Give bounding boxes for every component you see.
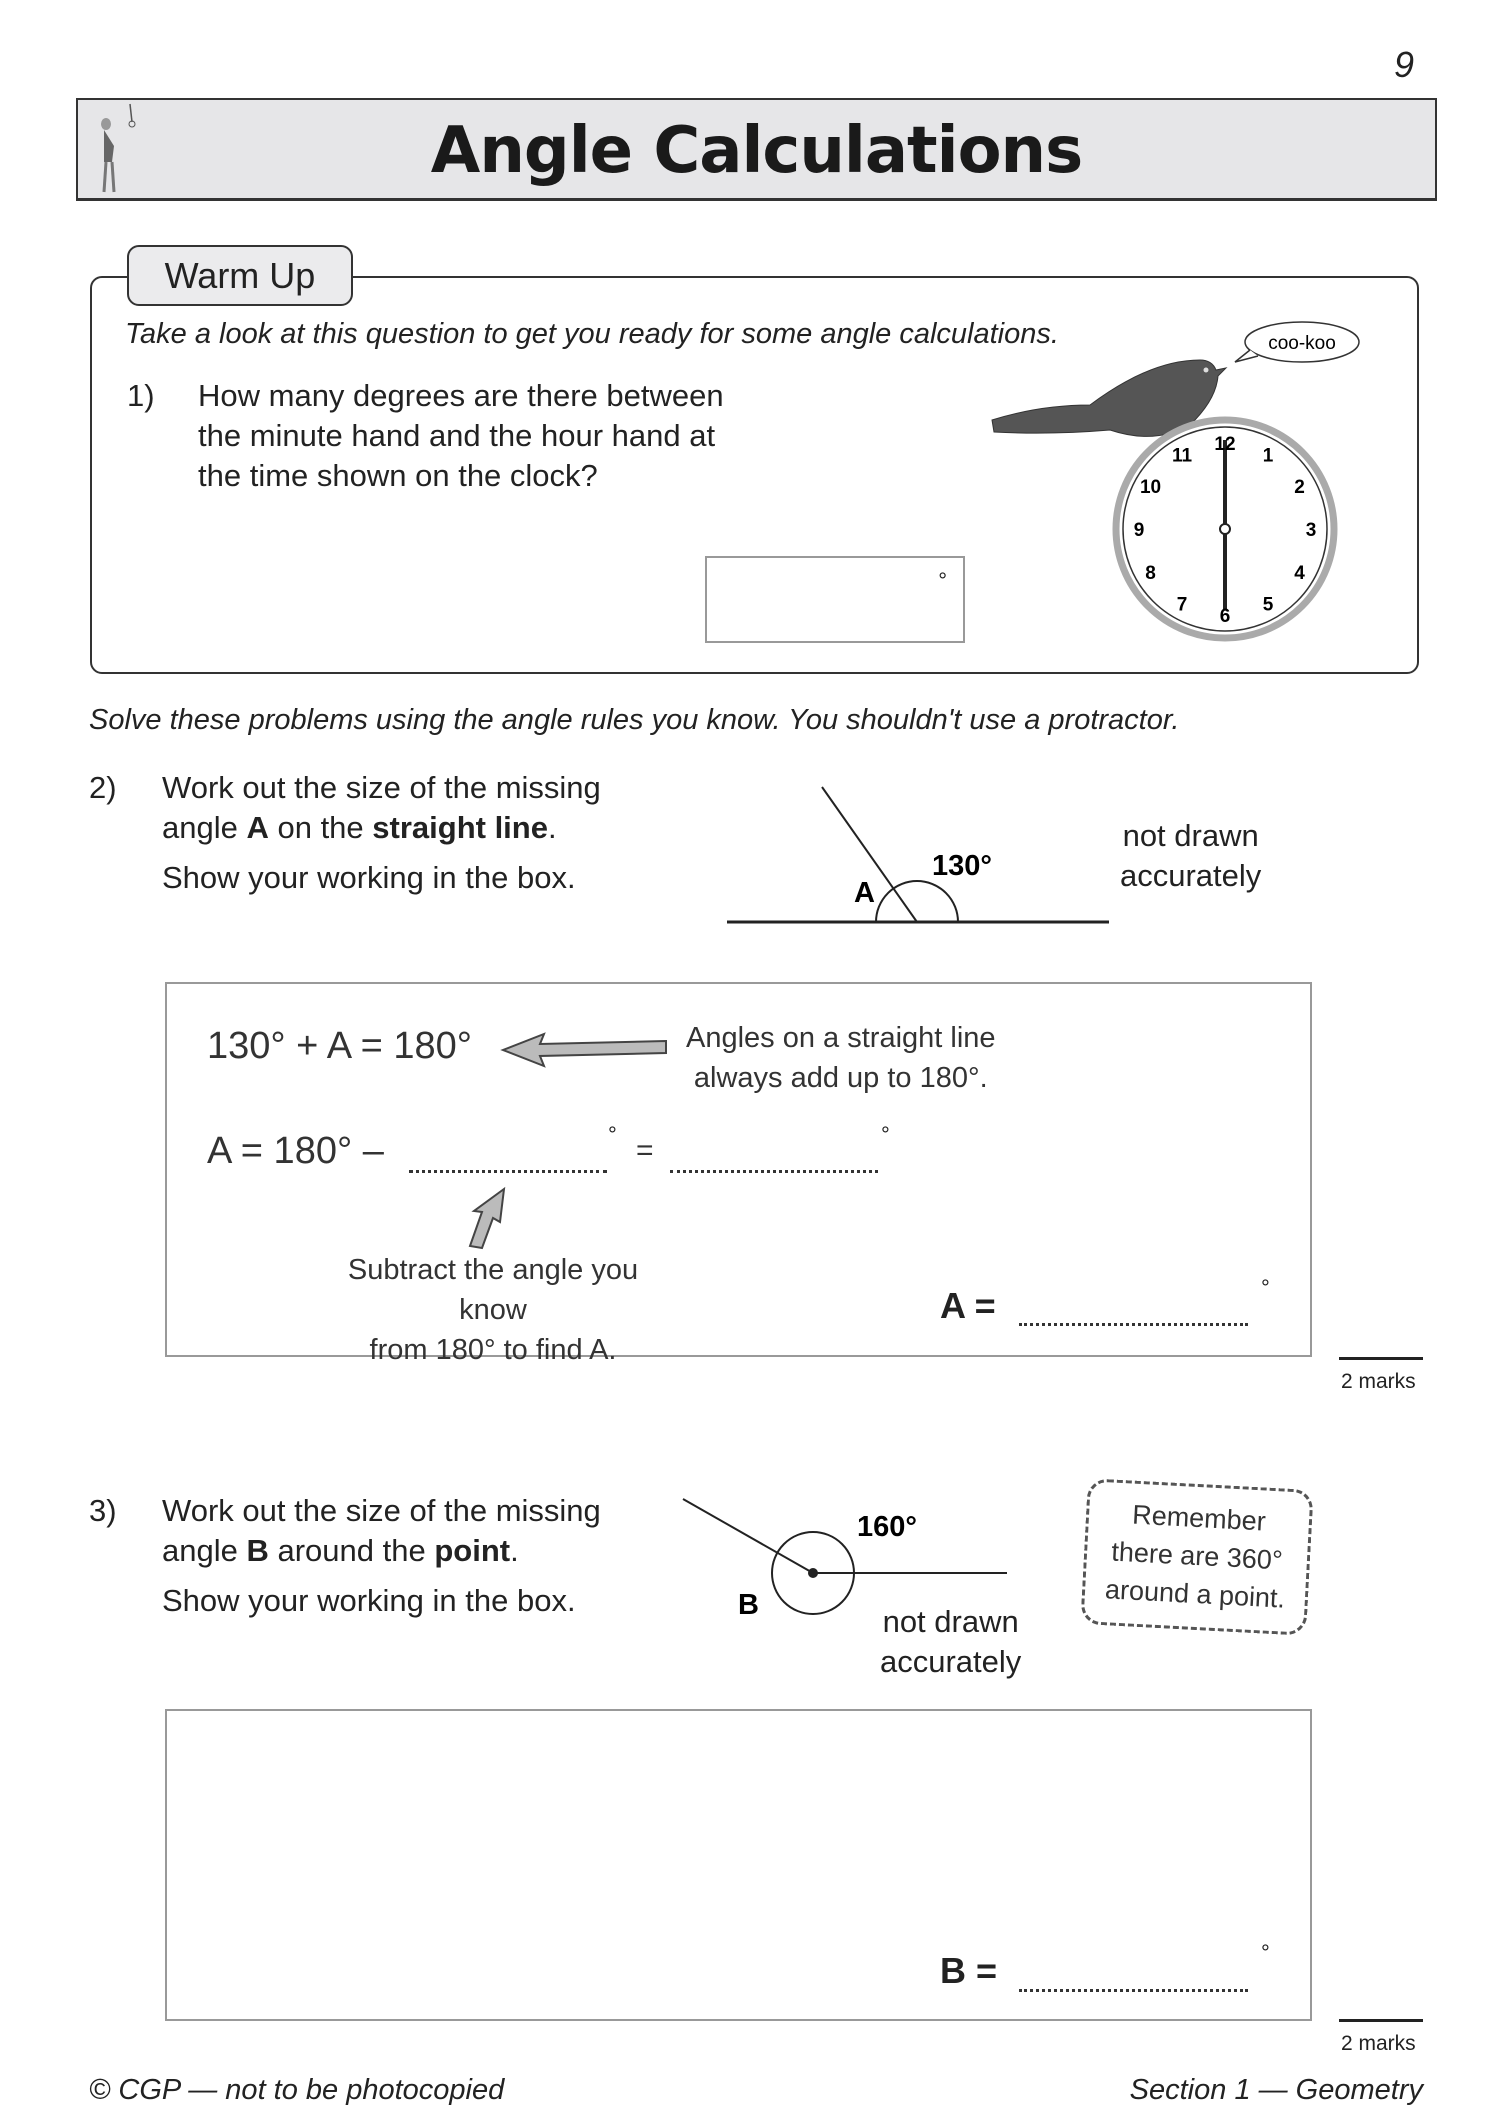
up-arrow-icon bbox=[462, 1186, 512, 1250]
q1-line: the minute hand and the hour hand at bbox=[198, 418, 716, 453]
q3-not-drawn-note: not drawn accurately bbox=[880, 1604, 1022, 1679]
degree-symbol: ° bbox=[881, 1122, 890, 1147]
degree-symbol: ° bbox=[1261, 1275, 1270, 1300]
q3-text bbox=[162, 1491, 601, 1621]
hint-subtract: Subtract the angle you know from 180° to find A. bbox=[347, 1254, 639, 1366]
reminder-note: Remember there are 360° around a point. bbox=[1080, 1478, 1313, 1636]
q3-line: Work out the size of the missing bbox=[162, 1493, 601, 1528]
q1-line: the time shown on the clock? bbox=[198, 458, 598, 493]
q2-not-drawn-note: not drawn accurately bbox=[1120, 818, 1262, 893]
answer-b-field[interactable] bbox=[1019, 1989, 1248, 1992]
clock-number: 5 bbox=[1262, 594, 1274, 616]
blank-known-angle[interactable] bbox=[409, 1170, 607, 1173]
q1-line: How many degrees are there between bbox=[198, 378, 724, 413]
hint-straight-line: Angles on a straight line always add up to 180°. bbox=[686, 1022, 996, 1094]
left-arrow-icon bbox=[500, 1030, 670, 1070]
q1-number: 1) bbox=[127, 378, 155, 413]
q3-marks: 2 marks bbox=[1341, 2032, 1416, 2055]
q2-text bbox=[162, 768, 601, 898]
q3-line: angle B around the point. bbox=[162, 1533, 519, 1568]
angle-a-label: A bbox=[854, 877, 875, 909]
footer-section: Section 1 — Geometry bbox=[1129, 2074, 1423, 2106]
q3-line: Show your working in the box. bbox=[162, 1583, 576, 1618]
clock-number: 2 bbox=[1294, 477, 1305, 498]
degree-symbol: ° bbox=[608, 1122, 617, 1147]
clock-icon bbox=[1116, 420, 1334, 638]
degree-symbol: ° bbox=[938, 568, 947, 593]
marks-line bbox=[1339, 2019, 1423, 2022]
clock-number: 3 bbox=[1305, 520, 1317, 541]
q3-number: 3) bbox=[89, 1493, 117, 1528]
blank-result[interactable] bbox=[670, 1170, 878, 1173]
title-banner bbox=[76, 98, 1437, 201]
warm-up-intro: Take a look at this question to get you ready for some angle calculations. bbox=[125, 318, 1059, 350]
q1-answer-box[interactable] bbox=[705, 556, 965, 643]
equals-sign: = bbox=[636, 1134, 654, 1167]
clock-number: 12 bbox=[1214, 434, 1236, 455]
clock-number: 1 bbox=[1262, 445, 1274, 467]
q2-line: angle A on the straight line. bbox=[162, 810, 557, 845]
footer-copyright: © CGP — not to be photocopied bbox=[89, 2074, 505, 2106]
clock-number: 10 bbox=[1139, 477, 1162, 498]
clock-number: 4 bbox=[1294, 563, 1305, 584]
straight-line-diagram bbox=[720, 780, 1120, 930]
clock-number: 8 bbox=[1145, 563, 1156, 584]
speech-bubble-text: coo-koo bbox=[1268, 333, 1336, 354]
warm-up-tab: Warm Up bbox=[127, 245, 353, 306]
clock-number: 9 bbox=[1133, 520, 1145, 541]
q2-marks: 2 marks bbox=[1341, 1370, 1416, 1393]
angle-130-label: 130° bbox=[932, 850, 992, 882]
angle-b-label: B bbox=[738, 1589, 759, 1621]
q2-line: Show your working in the box. bbox=[162, 860, 576, 895]
marks-line bbox=[1339, 1357, 1423, 1360]
instruction: Solve these problems using the angle rules you know. You shouldn't use a protractor. bbox=[89, 704, 1180, 736]
clock-bird-illustration bbox=[980, 310, 1380, 670]
answer-b-label: B = bbox=[940, 1950, 998, 1991]
q3-working-box[interactable] bbox=[165, 1709, 1312, 2021]
clock-number: 7 bbox=[1176, 594, 1188, 616]
answer-a-field[interactable] bbox=[1019, 1323, 1248, 1326]
page-title: Angle Calculations bbox=[430, 114, 1083, 188]
q2-number: 2) bbox=[89, 770, 117, 805]
clock-number: 11 bbox=[1171, 445, 1193, 467]
eq2: A = 180° – bbox=[207, 1130, 384, 1172]
q2-line: Work out the size of the missing bbox=[162, 770, 601, 805]
eq1: 130° + A = 180° bbox=[207, 1025, 472, 1067]
angle-160-label: 160° bbox=[857, 1511, 917, 1543]
page-number: 9 bbox=[1394, 44, 1415, 85]
answer-a-label: A = bbox=[940, 1285, 996, 1326]
q1-text bbox=[198, 376, 724, 496]
clock-number: 6 bbox=[1219, 606, 1231, 627]
degree-symbol: ° bbox=[1261, 1940, 1270, 1965]
